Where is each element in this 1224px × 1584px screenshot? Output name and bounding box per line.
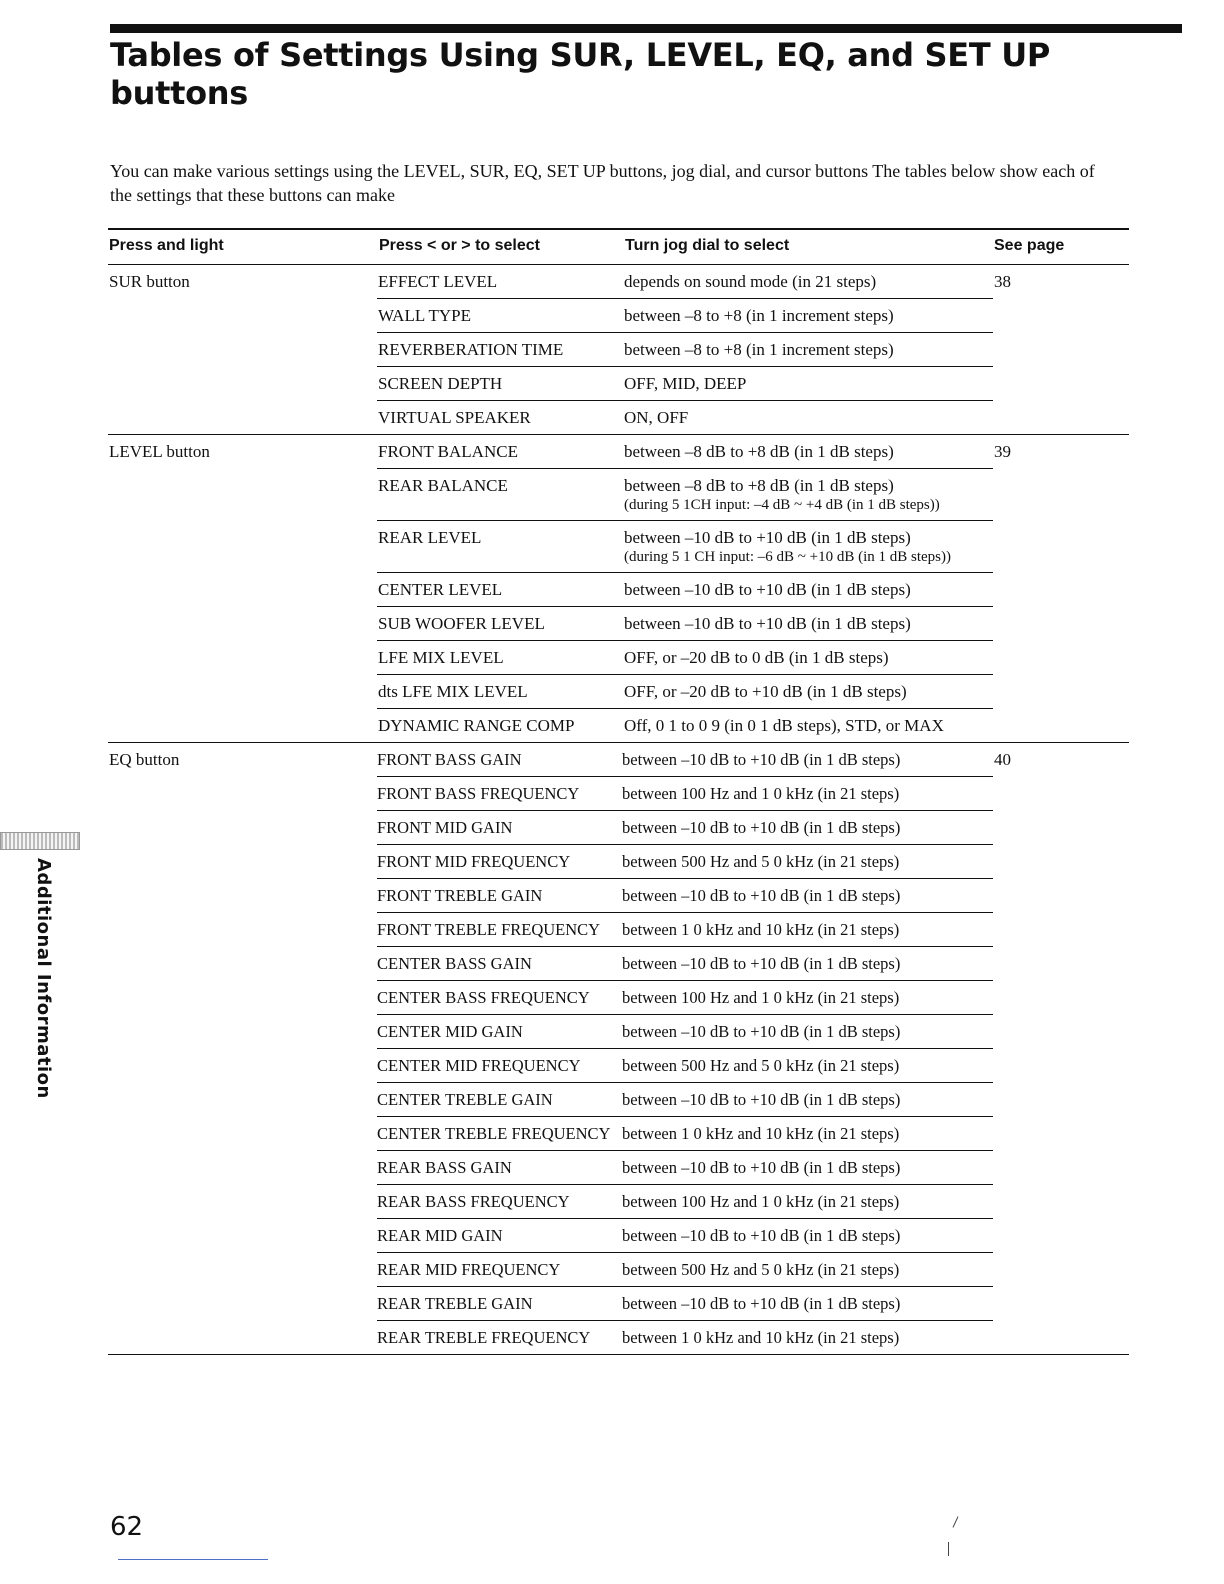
group-button-label: EQ button <box>109 750 180 769</box>
setting-name: FRONT BASS FREQUENCY <box>377 784 580 803</box>
page-number: 62 <box>110 1512 144 1542</box>
setting-range-text: between –10 dB to +10 dB (in 1 dB steps) <box>622 1158 901 1177</box>
setting-name: CENTER TREBLE GAIN <box>377 1090 553 1109</box>
table-row <box>377 333 993 367</box>
setting-name: SCREEN DEPTH <box>378 374 503 393</box>
settings-table <box>108 228 1129 1355</box>
setting-name: SUB WOOFER LEVEL <box>378 614 545 633</box>
table-row <box>377 811 993 845</box>
setting-name: WALL TYPE <box>378 306 472 325</box>
setting-name: REAR MID GAIN <box>377 1226 503 1245</box>
setting-range <box>622 988 993 1008</box>
setting-range-text: between 100 Hz and 1 0 kHz (in 21 steps) <box>622 988 900 1007</box>
setting-range-text: between 1 0 kHz and 10 kHz (in 21 steps) <box>622 1124 900 1143</box>
table-row <box>377 913 993 947</box>
setting-range <box>622 750 993 770</box>
setting-range <box>622 886 993 906</box>
table-row <box>377 435 993 469</box>
table-row <box>377 401 993 434</box>
setting-range <box>622 1226 993 1246</box>
setting-range-text: between 100 Hz and 1 0 kHz (in 21 steps) <box>622 1192 900 1211</box>
setting-range <box>622 954 993 974</box>
setting-range <box>622 818 993 838</box>
setting-range-text: between 500 Hz and 5 0 kHz (in 21 steps) <box>622 852 900 871</box>
setting-range-text: between –10 dB to +10 dB (in 1 dB steps) <box>624 580 911 599</box>
setting-name: REAR LEVEL <box>378 528 482 547</box>
setting-name: dts LFE MIX LEVEL <box>378 682 528 701</box>
settings-group <box>108 435 1129 743</box>
setting-range-text: between –10 dB to +10 dB (in 1 dB steps) <box>624 528 911 547</box>
setting-name: REAR BALANCE <box>378 476 508 495</box>
intro-paragraph: You can make various settings using the LEVEL, SUR, EQ, SET UP buttons, jog dial, and cursor buttons The tables below show each of the settings that these buttons can make <box>110 161 1095 205</box>
settings-group <box>108 743 1129 1355</box>
setting-range-text: between –8 to +8 (in 1 increment steps) <box>624 306 894 325</box>
setting-range-text: between 1 0 kHz and 10 kHz (in 21 steps) <box>622 920 900 939</box>
setting-name: REVERBERATION TIME <box>378 340 564 359</box>
setting-range-text: between –8 dB to +8 dB (in 1 dB steps) <box>624 442 894 461</box>
table-row <box>377 777 993 811</box>
section-tab-label: Additional Information <box>33 858 54 1099</box>
setting-range <box>624 408 993 428</box>
group-see-page: 40 <box>994 750 1011 769</box>
setting-range <box>624 614 993 634</box>
setting-name: CENTER BASS FREQUENCY <box>377 988 590 1007</box>
setting-name: REAR BASS FREQUENCY <box>377 1192 570 1211</box>
table-row <box>377 521 993 573</box>
table-row <box>377 845 993 879</box>
table-row <box>377 1049 993 1083</box>
setting-name: FRONT BALANCE <box>378 442 518 461</box>
setting-range-text: between –10 dB to +10 dB (in 1 dB steps) <box>622 750 901 769</box>
header-press-and-light: Press and light <box>109 237 224 254</box>
table-row <box>377 981 993 1015</box>
setting-range-text: between –10 dB to +10 dB (in 1 dB steps) <box>622 954 901 973</box>
setting-range-text: OFF, MID, DEEP <box>624 374 747 393</box>
setting-range-text: between 500 Hz and 5 0 kHz (in 21 steps) <box>622 1056 900 1075</box>
section-tab-marker <box>0 832 80 850</box>
setting-range <box>624 340 993 360</box>
setting-range <box>622 1294 993 1314</box>
table-row <box>377 1219 993 1253</box>
setting-range-text: between 100 Hz and 1 0 kHz (in 21 steps) <box>622 784 900 803</box>
table-row <box>377 675 993 709</box>
setting-range-note: (during 5 1CH input: –4 dB ~ +4 dB (in 1 dB steps)) <box>624 497 940 513</box>
setting-name: FRONT BASS GAIN <box>377 750 522 769</box>
setting-range-text: between 1 0 kHz and 10 kHz (in 21 steps) <box>622 1328 900 1347</box>
setting-range-text: Off, 0 1 to 0 9 (in 0 1 dB steps), STD, or MAX <box>624 716 944 735</box>
setting-name: LFE MIX LEVEL <box>378 648 504 667</box>
setting-range <box>624 528 993 566</box>
setting-range <box>624 476 993 514</box>
setting-range <box>624 682 993 702</box>
setting-range <box>622 1328 993 1348</box>
setting-range-text: OFF, or –20 dB to 0 dB (in 1 dB steps) <box>624 648 889 667</box>
setting-range-text: between 500 Hz and 5 0 kHz (in 21 steps) <box>622 1260 900 1279</box>
setting-name: CENTER MID FREQUENCY <box>377 1056 581 1075</box>
setting-name: DYNAMIC RANGE COMP <box>378 716 575 735</box>
table-row <box>377 1151 993 1185</box>
table-row <box>377 709 993 742</box>
setting-name: VIRTUAL SPEAKER <box>378 408 531 427</box>
table-row <box>377 1321 993 1354</box>
table-row <box>377 573 993 607</box>
table-row <box>377 265 993 299</box>
setting-range-text: between –10 dB to +10 dB (in 1 dB steps) <box>622 818 901 837</box>
setting-name: REAR TREBLE FREQUENCY <box>377 1328 591 1347</box>
setting-range <box>624 442 993 462</box>
table-row <box>377 1253 993 1287</box>
setting-range-text: between –10 dB to +10 dB (in 1 dB steps) <box>622 1090 901 1109</box>
scan-mark <box>948 1542 949 1556</box>
setting-range-text: between –10 dB to +10 dB (in 1 dB steps) <box>622 1226 901 1245</box>
table-row <box>377 947 993 981</box>
setting-range <box>622 1090 993 1110</box>
setting-range <box>622 1192 993 1212</box>
table-row <box>377 1083 993 1117</box>
table-row <box>377 641 993 675</box>
group-see-page: 38 <box>994 272 1011 291</box>
table-row <box>377 1117 993 1151</box>
setting-name: REAR TREBLE GAIN <box>377 1294 533 1313</box>
setting-name: REAR MID FREQUENCY <box>377 1260 561 1279</box>
setting-range-text: between –10 dB to +10 dB (in 1 dB steps) <box>624 614 911 633</box>
setting-range-text: between –10 dB to +10 dB (in 1 dB steps) <box>622 1294 901 1313</box>
setting-name: CENTER MID GAIN <box>377 1022 523 1041</box>
table-row <box>377 1287 993 1321</box>
setting-range-text: between –10 dB to +10 dB (in 1 dB steps) <box>622 886 901 905</box>
table-row <box>377 607 993 641</box>
table-row <box>377 367 993 401</box>
settings-group <box>108 265 1129 435</box>
table-body <box>108 265 1129 1355</box>
setting-range <box>624 272 993 292</box>
setting-range <box>624 306 993 326</box>
setting-range <box>622 1056 993 1076</box>
table-row <box>377 1185 993 1219</box>
setting-name: CENTER LEVEL <box>378 580 503 599</box>
setting-range-text: between –10 dB to +10 dB (in 1 dB steps) <box>622 1022 901 1041</box>
setting-name: FRONT MID GAIN <box>377 818 513 837</box>
table-row <box>377 879 993 913</box>
group-see-page: 39 <box>994 442 1011 461</box>
setting-range <box>622 920 993 940</box>
setting-range <box>624 580 993 600</box>
setting-range-text: between –8 to +8 (in 1 increment steps) <box>624 340 894 359</box>
table-row <box>377 1015 993 1049</box>
setting-range <box>624 716 993 736</box>
setting-name: FRONT MID FREQUENCY <box>377 852 571 871</box>
setting-name: FRONT TREBLE FREQUENCY <box>377 920 601 939</box>
setting-range-text: between –8 dB to +8 dB (in 1 dB steps) <box>624 476 894 495</box>
setting-name: FRONT TREBLE GAIN <box>377 886 543 905</box>
setting-name: CENTER BASS GAIN <box>377 954 532 973</box>
setting-name: EFFECT LEVEL <box>378 272 498 291</box>
group-button-label: SUR button <box>109 272 190 291</box>
table-row <box>377 469 993 521</box>
setting-name: REAR BASS GAIN <box>377 1158 512 1177</box>
setting-range <box>622 784 993 804</box>
setting-range <box>622 1022 993 1042</box>
top-rule <box>110 24 1182 33</box>
header-press-to-select: Press < or > to select <box>379 237 540 254</box>
setting-range <box>622 852 993 872</box>
setting-range-text: OFF, or –20 dB to +10 dB (in 1 dB steps) <box>624 682 907 701</box>
bottom-rule <box>118 1559 268 1560</box>
header-see-page: See page <box>994 237 1065 254</box>
table-row <box>377 299 993 333</box>
setting-range <box>624 374 993 394</box>
setting-range <box>622 1158 993 1178</box>
setting-range-text: depends on sound mode (in 21 steps) <box>624 272 877 291</box>
setting-name: CENTER TREBLE FREQUENCY <box>377 1124 611 1143</box>
table-header <box>108 230 1129 265</box>
setting-range-note: (during 5 1 CH input: –6 dB ~ +10 dB (in 1 dB steps)) <box>624 549 951 565</box>
setting-range <box>622 1260 993 1280</box>
setting-range <box>622 1124 993 1144</box>
page-title: Tables of Settings Using SUR, LEVEL, EQ, and SET UP buttons <box>110 36 1051 112</box>
table-row <box>377 743 993 777</box>
scan-mark <box>953 1516 959 1527</box>
header-turn-jog-dial: Turn jog dial to select <box>625 237 790 254</box>
setting-range-text: ON, OFF <box>624 408 689 427</box>
group-button-label: LEVEL button <box>109 442 210 461</box>
setting-range <box>624 648 993 668</box>
